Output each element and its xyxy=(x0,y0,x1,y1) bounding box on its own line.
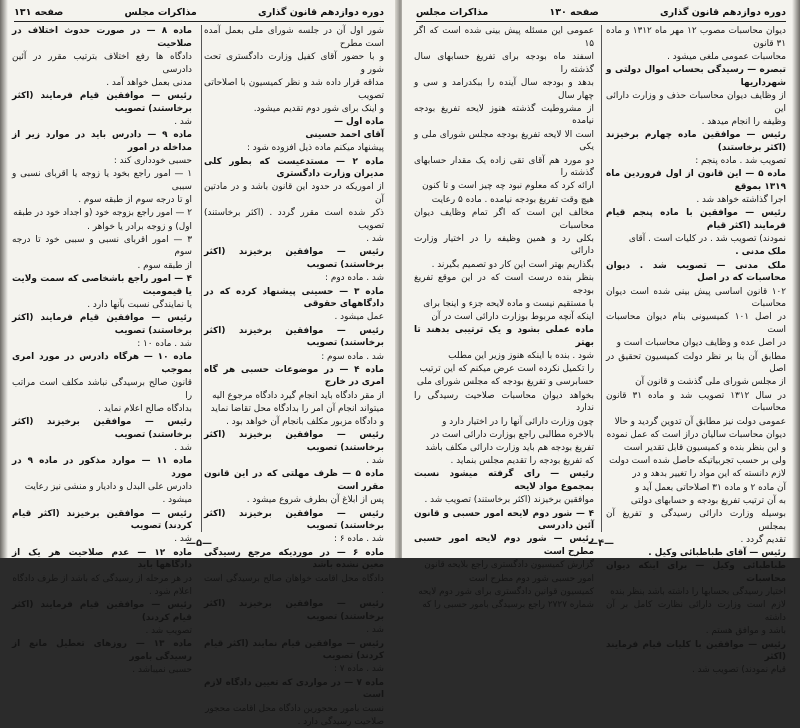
right-page-header-rule xyxy=(416,21,786,22)
left-page-number: صفحه ۱۳۱ xyxy=(14,6,64,18)
text-line: ماده ۶ — در موردیکه مرجع رسیدگی معین نشده باشد xyxy=(204,547,384,571)
text-line: رئیس — موافقین برخیزند (اکثر برخاستند) تصویب xyxy=(204,430,384,453)
text-line: از وظایف دیوان محاسبات حذف و وزارت دارائی این xyxy=(606,91,786,114)
text-line: ماده ۱۲ — عدم صلاحیت هر یک از دادگاهها باید xyxy=(12,547,192,571)
text-line: ولی بر حسب تجربیاتیکه حاصل شده است دولت xyxy=(609,456,786,467)
text-line: باشد و موافق هستم . xyxy=(705,626,786,637)
text-line: پیشنهاد میکنم ماده ذیل افزوده شود : xyxy=(247,143,384,154)
right-page-series-title: دوره دوازدهم قانون گذاری xyxy=(659,6,786,18)
text-line: ارائه کرد که معلوم نبود چه چیز است و تا کنون xyxy=(422,181,594,192)
text-line: مخالف این است که اگر تمام وظایف دیوان محاسبات xyxy=(414,207,594,231)
text-line: ۳ — امور اقربای نسبی و سببی خود تا درجه سوم xyxy=(12,234,192,258)
text-line: شد . xyxy=(366,456,384,467)
text-line: شماره ۲۷۲۷ راجع برسیدگی بامور حسبی را که xyxy=(422,599,594,610)
text-line: کمیسیون قوانین دادگستری برای شور دوم لایحه xyxy=(418,586,594,597)
text-line: رئیس — موافقین برخیزند (اکثر قیام کردند) تصویب xyxy=(12,508,192,532)
text-line: لازم است وزارت دارائی نظارت کامل بر آن داشته xyxy=(606,600,786,624)
text-line: از اموریکه در حدود این قانون باشد و در مادتین آن xyxy=(204,182,384,206)
text-line: نمودند) تصویب شد . در کلیات است . آقای xyxy=(628,234,786,245)
text-line: رئیس — موافقین برخیزند (اکثر برخاستند) تصویب xyxy=(204,508,384,532)
right-page-right-column xyxy=(606,25,787,676)
text-line: حسابرسی و تفریغ بودجه که مجلس شورای ملی xyxy=(416,377,594,388)
left-page-series-title: دوره دوازدهم قانون گذاری xyxy=(257,6,384,18)
text-line: بکلی رد و همین وظیفه را در اختیار وزارت دارائی xyxy=(414,233,594,257)
text-line: مطابق آن بنا بر نظر دولت کمیسیون تحقیق در اصل xyxy=(606,351,786,375)
text-line: ۱ — امور راجع بخود یا زوجه یا اقربای نسبی و سببی xyxy=(12,169,192,192)
left-edge-shadow xyxy=(0,0,8,558)
text-line: عمومی دولت نیز مطابق آن تدوین گردید و حالا xyxy=(614,416,786,427)
text-line: بنظر بنده درست است که در این موقع تفریغ بودجه xyxy=(414,272,594,296)
text-line: میتواند انجام آن امر را بدادگاه محل تقاضا نماید xyxy=(210,403,384,414)
text-line: هیچ وقت تفریغ بودجه نیامده . ماده ۵ رعایت xyxy=(431,194,594,205)
right-page-session-title: مذاکرات مجلس xyxy=(416,6,489,18)
left-page xyxy=(0,0,398,727)
text-line: و دادگاه مزبور مکلف بانجام آن خواهد بود . xyxy=(226,417,384,428)
text-line: ماده ۸ — در صورت حدوث اختلاف در صلاحیت xyxy=(12,26,192,49)
text-line: دادگاه محل اقامت خواهان صالح برسیدگی است . xyxy=(204,573,384,597)
text-line: حسبی خودداری کند : xyxy=(113,156,192,167)
text-line: تصویب شد . xyxy=(145,625,192,636)
text-line: شد . ماده ۷ : xyxy=(333,664,384,675)
text-line: پس از ابلاغ آن بطرف شروع میشود . xyxy=(246,495,384,506)
text-line: رئیس — موافقین با ماده پنجم قیام فرمایند (اکثر قیام xyxy=(606,208,786,232)
text-line: است الا لایحه تفریغ بودجه مجلس شورای ملی و یکی xyxy=(414,129,594,153)
text-line: او تا درجه سوم از طبقه سوم . xyxy=(78,195,192,206)
text-line: شد . ماده دوم : xyxy=(325,273,384,284)
text-line: دیوان محاسبات مصوب ۱۲ مهر ماه ۱۳۱۲ و ماده ۳۱ قانون xyxy=(606,26,786,49)
text-line: ماده ۵ — این قانون از اول فروردین ماه ۱۳۱۹ بموقع xyxy=(606,169,786,192)
text-line: دادگاه ها رفع اختلاف بترتیب مقرر در آئین دادرسی xyxy=(12,51,192,75)
text-line: وظیفه را انجام میدهد . xyxy=(701,116,786,127)
text-line: ماده ۹ — دادرس باید در موارد زیر از مداخله در امور xyxy=(12,130,192,153)
text-line: رئیس — آقای طباطبائی وکیل . xyxy=(648,548,786,559)
text-line: ماده ۵ — ظرف مهلتی که در این قانون مقرر است xyxy=(204,469,384,493)
text-line: تفریغ بودجه هم باید وزارت دارائی مکلف باشد xyxy=(425,443,594,453)
text-line: عمل میشود . xyxy=(334,312,384,323)
text-line: بدهد و بودجه سال آینده را ببکدرامد و سی و چهار سال xyxy=(414,77,594,101)
text-line: شود . بنده با اینکه هنوز وزیر این مطلب xyxy=(448,351,594,362)
text-line: شد . xyxy=(366,625,384,636)
text-line: آقای احمد حسینی xyxy=(305,130,384,141)
text-line: که تفریغ بودجه را تقدیم مجلس بنماید . xyxy=(450,456,594,467)
text-line: ۴ — شور دوم لایحه امور حسبی و قانون آئین دادرسی xyxy=(414,508,594,532)
text-line: ماده ۷ — در مواردی که تعیین دادگاه لازم است xyxy=(204,677,384,701)
left-page-right-column xyxy=(204,25,385,727)
text-line: در اصل ۱۰۱ کمیسیونی بنام دیوان محاسبات است xyxy=(606,312,786,336)
text-line: رئیس — موافقین برخیزند (اکثر برخاستند) تصویب xyxy=(204,325,384,349)
left-page-footer: —۵— xyxy=(185,538,213,549)
text-line: تصویب شد . ماده پنجم : xyxy=(695,156,786,167)
right-page-header xyxy=(416,4,786,20)
text-line: تبصره — رسیدگی بحساب اموال دولتی و شهرداریها xyxy=(606,65,786,88)
text-line: اختیار رسیدگی بحسابها را داشته باشد بنظر بنده xyxy=(610,587,786,598)
text-line: از مقر دادگاه باید انجام گیرد دادگاه مرجوع الیه xyxy=(212,390,384,401)
text-line: رئیس — موافقین قیام فرمایند (اکثر قیام کردند) xyxy=(12,599,192,623)
text-line: نسبت بامور محجورین دادگاه محل اقامت محجور xyxy=(205,703,384,714)
right-page xyxy=(402,0,800,676)
text-line: و اینک برای شور دوم تقدیم میشود. xyxy=(253,103,384,114)
text-line: و با حضور آقای کفیل وزارت دادگستری تحت شور و xyxy=(204,51,384,75)
text-line: محاسبات عمومی ملغی میشود . xyxy=(667,51,786,62)
text-line: ذکر شده است مقرر گردد . (اکثر برخاستند) تصویب xyxy=(204,208,384,232)
text-line: رئیس — رای گرفته میشود نسبت بمجموع مواد لایحه xyxy=(414,469,594,493)
text-line: از مشروطیت گذشته هنوز لایحه تفریغ بودجه نیامده xyxy=(414,103,594,127)
text-line: آن ماده ۲ و ماده ۳۱ اصلاحاتی بعمل آید و xyxy=(635,482,786,493)
text-line: رئیس — موافقین برخیزند (اکثر برخاستند) تصویب xyxy=(12,417,192,440)
text-line: شد . xyxy=(174,443,192,453)
left-page-header-rule xyxy=(14,21,384,22)
text-line: ماده اول — xyxy=(334,116,384,127)
text-line: ماده ۱۱ — موارد مذکور در ماده ۹ در مورد xyxy=(12,456,192,479)
text-line: بگذاریم بهتر است این کار دو تصمیم بگیرند . xyxy=(431,259,594,270)
text-line: و این بنظر بنده و کمیسیون قابل تقدیر است xyxy=(623,443,786,453)
text-line: بالاخره مطالبی راجع بوزارت دارائی است در xyxy=(430,429,594,440)
text-line: مداقه قرار داده شد و نظر کمیسیون با اصلاحاتی تصویب xyxy=(204,77,384,101)
text-line: میشود . xyxy=(162,495,192,506)
text-line: رئیس — موافقین برخیزند (اکثر برخاستند) تصویب xyxy=(204,247,384,271)
text-line: ماده ۳ — حسینی پیشنهاد کرده که در دادگاههای حقوقی xyxy=(204,286,385,310)
text-line: دادرس علی البدل و دادیار و منشی نیز رعایت xyxy=(24,482,192,493)
text-line: شد . xyxy=(174,534,192,545)
text-line: ۲ — امور راجع بزوجه خود (و اجداد خود در طبقه xyxy=(13,208,192,219)
text-line: به آن ترتیب تفریغ بودجه و حسابهای دولتی xyxy=(630,495,786,506)
text-line: اینکه آنچه مربوط بوزارت دارائی است در آن xyxy=(431,311,594,322)
text-line: ماده ۱۰ — هرگاه دادرس در مورد امری بموجب xyxy=(12,352,193,375)
text-line: ملک مدنی . xyxy=(735,247,786,258)
text-line: بدادگاه صالح اعلام نماید . xyxy=(98,403,192,414)
right-page-column-divider xyxy=(601,25,602,532)
text-line: ماده ۴ — در موضوعات حسبی هر گاه امری در خارج xyxy=(204,364,384,388)
text-line: را تکمیل نکرده است عرض میکنم که این ترتیب xyxy=(419,364,594,375)
text-line: در اصل عده و وظایف دیوان محاسبات است و xyxy=(616,338,786,349)
text-line: شد . ماده ۱۰ : xyxy=(137,338,192,349)
text-line: اجرا گذاشته خواهد شد . xyxy=(696,195,786,206)
right-page-left-column xyxy=(414,25,594,610)
text-line: موافقین برخیزند (اکثر برخاستند) تصویب شد . xyxy=(424,495,594,506)
text-line: گزارش کمیسیون دادگستری راجع بلایحه قانون xyxy=(424,560,594,571)
text-line: رئیس — موافقین قیام نمایند (اکثر قیام کردند) تصویب xyxy=(204,638,384,662)
text-line: رئیس — موافقین قیام فرمایند (اکثر برخاستند) تصویب xyxy=(12,312,192,336)
text-line: شد . ماده ۶ : xyxy=(333,534,384,545)
text-line: اول) و زوجه برادر یا خواهر . xyxy=(87,221,192,232)
text-line: از مجلس شورای ملی گذشت و قانون آن xyxy=(635,377,786,388)
right-page-number: صفحه ۱۳۰ xyxy=(549,6,599,18)
text-line: رئیس — شور دوم لایحه امور حسبی مطرح است xyxy=(414,534,594,558)
text-line: رئیس — موافقین ماده چهارم برخیزند (اکثر برخاستند) xyxy=(606,130,786,153)
text-line: قیام نمودند) تصویب شد . xyxy=(692,665,786,676)
text-line: با مستقیم نیست و ماده لایحه جزء و اینجا برای xyxy=(423,298,594,309)
text-line: از طبقه سوم . xyxy=(137,260,192,271)
text-line: در هر مرحله از رسیدگی که باشد از طرف دادگاه xyxy=(12,573,192,584)
text-line: در سال ۱۳۱۲ تصویب شد و ماده ۳۱ قانون محاسبات xyxy=(606,390,787,414)
text-line: عمومی این مسئله پیش بینی شده است که اگر ۱۵ xyxy=(414,26,594,49)
text-line: رئیس — موافقین با کلیات قیام فرمایند (اکثر xyxy=(606,639,786,663)
text-line: دو مورد هم آقای تقی زاده یک مقدار حسابهای گذشته را xyxy=(414,155,594,179)
text-line: ۴ — امور راجع باشخاصی که سمت ولایت یا قیمومیت xyxy=(12,273,192,297)
text-line: ماده عملی بشود و یک ترتیبی بدهند تا بهتر xyxy=(414,325,594,348)
text-line: ماده ۱۳ — روزهای تعطیل مانع از رسیدگی بامور xyxy=(12,639,192,662)
left-page-session-title: مذاکرات مجلس xyxy=(124,6,197,18)
left-page-header xyxy=(14,4,384,20)
text-line: بخواهد دیوان محاسبات صلاحیت رسیدگی را ندارد xyxy=(414,390,594,414)
text-line: لازم دانسته که این مواد را تغییر بدهد و در xyxy=(632,469,786,480)
text-line: چون وزارت دارائی آنها را در اختیار دارد و xyxy=(442,416,594,427)
text-line: طباطبائی وکیل — برای اینکه دیوان محاسبات xyxy=(606,561,786,585)
text-line: تقدیم گردد . xyxy=(740,534,786,545)
text-line: ۱۰۲ قانون اساسی پیش بینی شده است دیوان محاسبات xyxy=(606,286,786,310)
text-line: اعلام شود . xyxy=(149,586,192,597)
text-line: شور اول آن در جلسه شورای ملی بعمل آمده است مطرح xyxy=(204,26,384,49)
text-line: رئیس — موافقین قیام فرمایند (اکثر برخاستند) تصویب xyxy=(12,91,192,114)
text-line: دیوان محاسبات سالیان دراز است که عمل نموده xyxy=(606,429,786,440)
text-line: بوسیله وزارت دارائی رسیدگی و تفریغ آن بمجلس xyxy=(606,509,786,532)
text-line: قانون صالح برسیدگی نباشد مکلف است مراتب را xyxy=(12,377,192,401)
text-line: مدنی بعمل خواهد آمد . xyxy=(106,77,192,88)
left-page-left-column xyxy=(12,25,193,675)
text-line: ملک مدنی — تصویب شد . دیوان محاسبات که در اصل xyxy=(606,260,786,284)
text-line: شد . xyxy=(366,234,384,245)
text-line: رئیس — موافقین برخیزند (اکثر برخاستند) تصویب xyxy=(204,599,384,623)
text-line: یا نمایندگی نسبت بآنها دارد . xyxy=(87,299,192,310)
text-line: شد . ماده سوم : xyxy=(321,351,384,362)
right-edge-shadow xyxy=(792,0,800,558)
text-line: اسفند ماه بودجه برای تفریغ حسابهای سال گذشته را xyxy=(414,51,594,75)
left-page-column-divider xyxy=(201,25,202,532)
text-line: ماده ۲ — مستدعیست که بطور کلی مدیران وزارت دادگستری xyxy=(204,156,384,180)
text-line: حسبی نمیباشد . xyxy=(132,664,192,675)
right-page-footer: —۴— xyxy=(587,538,615,549)
text-line: صلاحیت رسیدگی دارد . xyxy=(297,716,384,727)
text-line: شد . xyxy=(174,116,192,127)
text-line: امور حسبی شور دوم مطرح است xyxy=(469,573,594,584)
